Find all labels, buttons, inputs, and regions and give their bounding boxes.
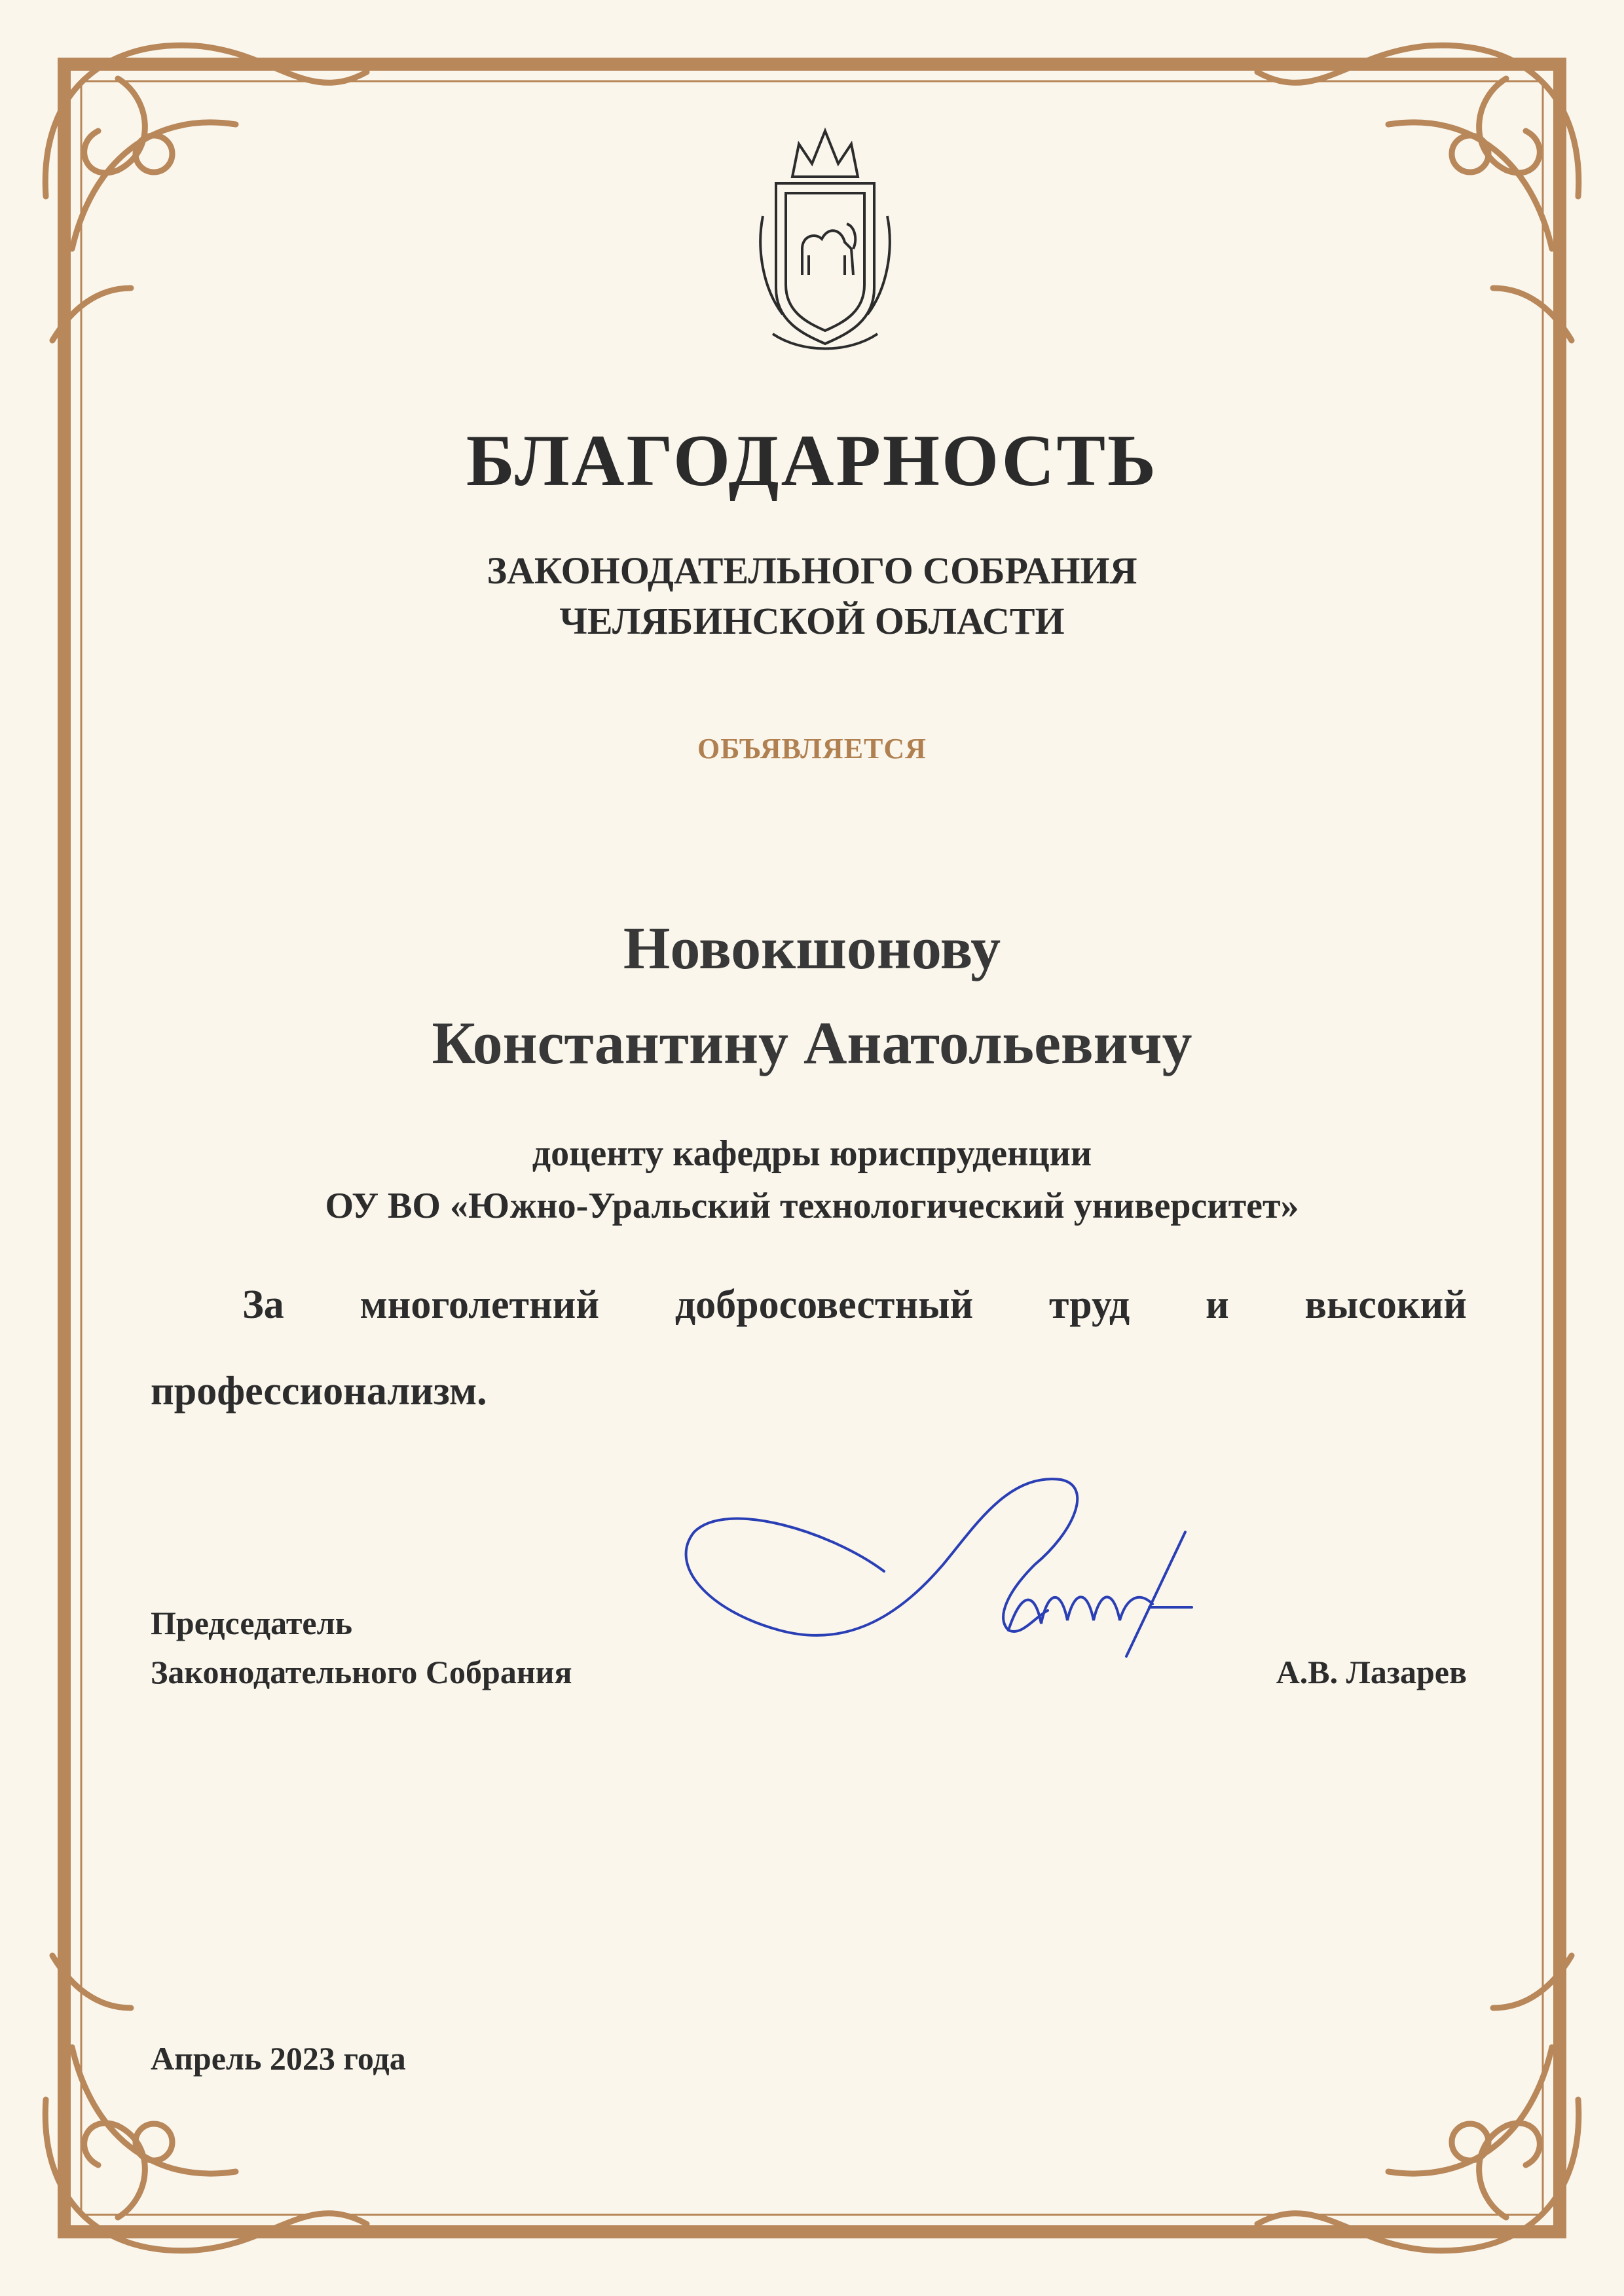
recipient-position-line-1: доценту кафедры юриспруденции (532, 1133, 1092, 1174)
reason-line-2: профессионализм. (151, 1369, 487, 1413)
issuer-line-2: ЧЕЛЯБИНСКОЙ ОБЛАСТИ (559, 600, 1065, 642)
signature (668, 1460, 1205, 1696)
corner-ornament-top-left (45, 45, 367, 340)
coat-of-arms-icon (737, 118, 913, 360)
signer-title-line-1: Председатель (151, 1605, 353, 1641)
signer-name: А.В. Лазарев (1276, 1654, 1467, 1690)
recipient-surname: Новокшонову (623, 915, 1001, 981)
reason-line-1: За многолетний добросовестный труд и высокий (242, 1283, 1467, 1327)
document-date: Апрель 2023 года (151, 2040, 406, 2077)
camel (802, 224, 855, 275)
recipient-given-names: Константину Анатольевичу (432, 1010, 1192, 1076)
document-title: БЛАГОДАРНОСТЬ (466, 420, 1158, 501)
corner-ornament-bottom-left (45, 1956, 367, 2251)
announced-label: ОБЪЯВЛЯЕТСЯ (697, 733, 927, 765)
corner-ornament-bottom-right (1257, 1956, 1579, 2251)
issuer-line-1: ЗАКОНОДАТЕЛЬНОГО СОБРАНИЯ (487, 549, 1137, 592)
signer-title-line-2: Законодательного Собрания (151, 1654, 572, 1690)
corner-ornament-top-right (1257, 45, 1579, 340)
shield (776, 183, 874, 344)
crown (792, 131, 858, 177)
recipient-position-line-2: ОУ ВО «Южно-Уральский технологический университет» (325, 1186, 1299, 1226)
